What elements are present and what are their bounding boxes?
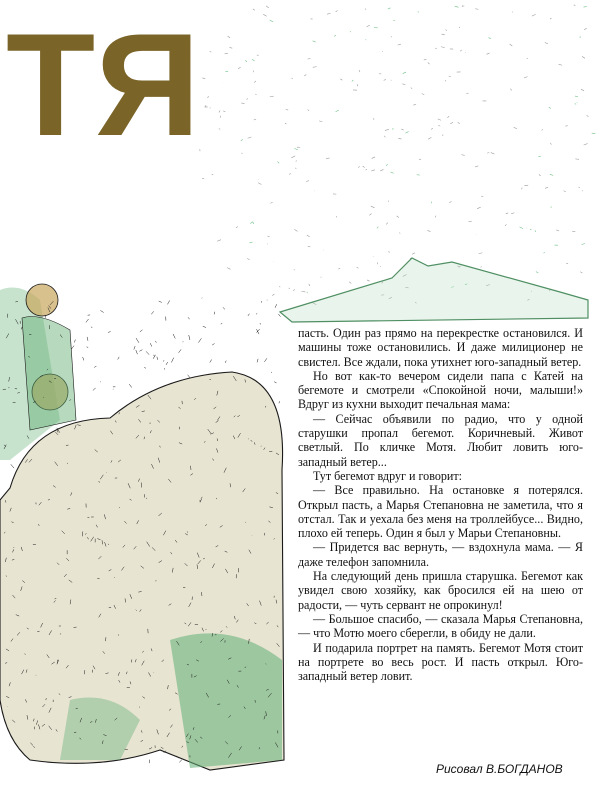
speck-mark	[545, 43, 548, 44]
speck-mark	[545, 187, 548, 188]
speck-mark	[201, 298, 202, 299]
speck-mark	[403, 72, 406, 73]
paragraph: — Придется вас вернуть, — вздохнула мама. — Я даже телефон запомнила.	[298, 540, 583, 569]
hatch-mark	[100, 310, 103, 312]
speck-mark	[212, 174, 214, 175]
speck-mark	[336, 110, 339, 112]
speck-mark	[313, 41, 316, 42]
speck-mark	[572, 231, 575, 232]
speck-mark	[336, 10, 338, 11]
hatch-mark	[256, 329, 258, 334]
speck-mark	[291, 156, 295, 158]
speck-mark	[549, 107, 551, 108]
speck-mark	[550, 174, 553, 175]
speck-mark	[582, 244, 585, 245]
hatch-mark	[139, 350, 142, 352]
speck-mark	[349, 282, 351, 284]
speck-mark	[229, 47, 232, 48]
speck-mark	[210, 108, 211, 109]
roof-sketch	[280, 258, 588, 322]
speck-mark	[377, 227, 378, 229]
speck-mark	[301, 291, 305, 292]
speck-mark	[386, 164, 387, 166]
hatch-mark	[203, 326, 206, 327]
hatch-mark	[212, 343, 214, 345]
hatch-mark	[87, 337, 88, 341]
speck-mark	[388, 8, 391, 9]
hatch-mark	[155, 341, 156, 343]
speck-mark	[514, 127, 517, 128]
speck-mark	[258, 183, 261, 185]
speck-mark	[384, 136, 385, 137]
hatch-mark	[93, 388, 96, 390]
speck-mark	[447, 116, 449, 118]
speck-mark	[293, 290, 295, 291]
speck-mark	[579, 187, 580, 188]
speck-mark	[304, 75, 306, 76]
speck-mark	[248, 137, 252, 138]
speck-mark	[441, 34, 444, 35]
hatch-mark	[188, 375, 190, 378]
speck-mark	[228, 36, 231, 38]
speck-mark	[384, 79, 386, 80]
speck-mark	[397, 216, 399, 218]
hatch-mark	[278, 314, 280, 317]
speck-mark	[210, 51, 212, 52]
speck-mark	[544, 252, 545, 253]
speck-mark	[481, 267, 482, 268]
paragraph: На следующий день пришла старушка. Бегемот как увидел свою хозяйку, как бросился ей на шею от радости, — чуть сервант не опрокинул!	[298, 569, 583, 612]
speck-mark	[266, 6, 269, 8]
speck-mark	[247, 98, 248, 100]
speck-mark	[286, 109, 288, 110]
speck-mark	[285, 123, 286, 124]
speck-mark	[536, 272, 538, 273]
speck-mark	[223, 111, 225, 112]
speck-mark	[391, 172, 394, 173]
speck-mark	[263, 14, 266, 16]
hatch-mark	[87, 347, 89, 348]
speck-mark	[532, 14, 536, 16]
speck-mark	[539, 174, 541, 175]
speck-mark	[411, 88, 412, 89]
hatch-mark	[166, 362, 168, 365]
speck-mark	[550, 143, 551, 145]
speck-mark	[202, 178, 204, 179]
hatch-mark	[221, 323, 222, 324]
speck-mark	[566, 263, 568, 264]
speck-mark	[371, 206, 375, 207]
hatch-mark	[179, 349, 182, 352]
speck-mark	[424, 59, 427, 60]
speck-mark	[254, 119, 256, 120]
hatch-mark	[159, 301, 162, 302]
speck-mark	[352, 80, 354, 82]
hatch-mark	[118, 357, 120, 360]
speck-mark	[449, 76, 451, 77]
speck-mark	[580, 272, 582, 273]
hatch-mark	[151, 311, 153, 314]
speck-mark	[466, 93, 468, 94]
speck-mark	[294, 229, 297, 231]
speck-mark	[327, 13, 331, 14]
speck-mark	[217, 240, 221, 242]
hatch-mark	[171, 358, 173, 363]
speck-mark	[245, 60, 246, 62]
speck-mark	[334, 35, 335, 36]
speck-mark	[253, 9, 255, 10]
speck-mark	[535, 230, 536, 232]
speck-mark	[505, 224, 507, 225]
hatch-mark	[11, 464, 14, 468]
speck-mark	[559, 64, 562, 65]
speck-mark	[406, 131, 409, 133]
speck-mark	[359, 70, 360, 72]
paragraph: пасть. Один раз прямо на перекрестке остановился. И машины тоже остановились. И даже милиционер не свистел. Все ждали, пока утихнет юго-западный ветер.	[298, 326, 583, 369]
speck-mark	[574, 5, 575, 6]
speck-mark	[294, 148, 297, 150]
hatch-mark	[146, 351, 149, 354]
hatch-mark	[275, 304, 277, 308]
hatch-mark	[257, 359, 258, 363]
paragraph: И подарила портрет на память. Бегемот Мотя стоит на портрете во весь рост. И пасть открыл. Юго-западный ветер ловит.	[298, 640, 583, 684]
speck-mark	[389, 251, 390, 253]
speck-mark	[422, 94, 424, 95]
hatch-mark	[279, 401, 280, 403]
speck-mark	[399, 233, 400, 234]
speck-mark	[475, 9, 478, 10]
speck-mark	[542, 129, 543, 130]
speck-mark	[413, 104, 416, 105]
speck-mark	[581, 89, 584, 90]
hatch-mark	[136, 350, 138, 354]
speck-mark	[366, 169, 367, 170]
hatch-mark	[167, 300, 169, 304]
speck-mark	[340, 79, 342, 80]
hatch-mark	[188, 317, 190, 319]
speck-mark	[551, 207, 552, 208]
speck-mark	[449, 201, 451, 202]
background-speckle	[200, 5, 596, 305]
speck-mark	[506, 213, 508, 214]
speck-mark	[475, 166, 478, 167]
speck-mark	[431, 128, 433, 129]
speck-mark	[319, 121, 322, 122]
speck-mark	[371, 170, 375, 171]
speck-mark	[385, 129, 389, 130]
speck-mark	[556, 230, 559, 231]
hatch-mark	[144, 367, 146, 368]
speck-mark	[510, 89, 511, 91]
speck-mark	[255, 94, 256, 95]
speck-mark	[363, 166, 365, 167]
hatch-mark	[136, 338, 139, 343]
speck-mark	[250, 222, 253, 224]
speck-mark	[292, 78, 293, 79]
hatch-mark	[83, 357, 84, 360]
speck-mark	[236, 227, 238, 228]
hatch-mark	[198, 338, 201, 342]
speck-mark	[428, 62, 430, 64]
speck-mark	[401, 129, 403, 130]
speck-mark	[441, 47, 445, 48]
hatch-mark	[173, 334, 175, 339]
hatch-mark	[157, 357, 158, 360]
speck-mark	[219, 111, 220, 113]
adult-figure-body	[22, 317, 76, 431]
speck-mark	[313, 67, 317, 68]
speck-mark	[469, 221, 472, 222]
speck-mark	[279, 286, 280, 287]
speck-mark	[427, 231, 430, 232]
speck-mark	[308, 109, 309, 110]
speck-mark	[357, 84, 358, 86]
speck-mark	[520, 227, 523, 229]
speck-mark	[446, 29, 447, 31]
speck-mark	[412, 253, 415, 254]
speck-mark	[369, 214, 371, 216]
speck-mark	[491, 153, 495, 155]
speck-mark	[428, 137, 431, 139]
speck-mark	[271, 202, 273, 203]
speck-mark	[435, 216, 436, 218]
hatch-mark	[264, 358, 266, 362]
speck-mark	[511, 213, 514, 214]
speck-mark	[308, 58, 311, 59]
speck-mark	[380, 169, 383, 171]
speck-mark	[583, 7, 586, 8]
speck-mark	[435, 48, 436, 49]
paragraph: — Сейчас объявили по радио, что у одной старушки пропал бегемот. Коричневый. Живот светлый. По кличке Мотя. Любит ловить юго-западный ветер...	[298, 411, 583, 469]
hatch-mark	[129, 384, 131, 388]
speck-mark	[524, 77, 528, 78]
speck-mark	[460, 50, 461, 51]
hatch-mark	[163, 360, 164, 361]
hatch-mark	[248, 314, 250, 316]
hatch-mark	[86, 319, 89, 322]
speck-mark	[550, 18, 551, 19]
hatch-mark	[214, 312, 215, 315]
hatch-mark	[256, 313, 257, 314]
speck-mark	[296, 160, 297, 161]
hatch-mark	[210, 359, 212, 362]
speck-mark	[338, 268, 340, 269]
speck-mark	[241, 139, 243, 141]
paragraph: Но вот как-то вечером сидели папа с Катей на бегемоте и смотрели «Спокойной ночи, малыши!» Вдруг из кухни выходит печальная мама:	[298, 368, 583, 412]
speck-mark	[290, 173, 291, 175]
speck-mark	[487, 53, 490, 54]
speck-mark	[438, 119, 441, 120]
speck-mark	[252, 59, 254, 61]
hatch-mark	[189, 335, 190, 340]
speck-mark	[487, 153, 489, 154]
speck-mark	[450, 122, 453, 124]
paragraph: — Все правильно. На остановке я потерялся. Открыл пасть, а Марья Степановна не заметила, что я отстал. Так и уехала без меня на троллейбусе... Видно, плохо ей теперь. Один я был у Марьи Степановны.	[298, 483, 583, 541]
hatch-mark	[140, 330, 143, 332]
speck-mark	[219, 129, 220, 130]
speck-mark	[584, 144, 588, 145]
speck-mark	[481, 196, 483, 197]
speck-mark	[358, 166, 359, 167]
page-title: ТЯ	[6, 3, 203, 166]
illustrator-credit: Рисовал В.БОГДАНОВ	[436, 762, 563, 776]
speck-mark	[461, 155, 464, 156]
speck-mark	[307, 235, 310, 237]
hatch-mark	[179, 760, 181, 763]
story-text	[298, 326, 583, 683]
speck-mark	[418, 12, 419, 13]
speck-mark	[587, 115, 589, 117]
speck-mark	[367, 25, 370, 27]
hatch-mark	[223, 307, 225, 309]
paragraph: Тут бегемот вдруг и говорит:	[313, 468, 463, 483]
speck-mark	[238, 67, 240, 68]
speck-mark	[479, 253, 483, 254]
speck-mark	[458, 122, 460, 123]
speck-mark	[564, 191, 566, 192]
hatch-mark	[71, 346, 74, 350]
speck-mark	[438, 126, 440, 127]
speck-mark	[372, 157, 375, 159]
speck-mark	[254, 81, 256, 83]
hatch-mark	[261, 301, 262, 303]
adult-figure-head	[26, 284, 58, 316]
speck-mark	[398, 138, 401, 139]
speck-mark	[477, 207, 481, 209]
hatch-mark	[94, 366, 96, 367]
speck-mark	[227, 268, 230, 270]
speck-mark	[366, 39, 367, 40]
speck-mark	[268, 236, 270, 237]
hatch-mark	[74, 340, 75, 343]
speck-mark	[584, 28, 587, 30]
speck-mark	[365, 8, 366, 9]
speck-mark	[367, 280, 370, 281]
speck-mark	[270, 20, 274, 22]
speck-mark	[455, 6, 459, 7]
speck-mark	[253, 222, 254, 224]
speck-mark	[489, 38, 491, 39]
speck-mark	[386, 223, 388, 225]
paragraph: — Большое спасибо, — сказала Марья Степановна, — что Мотю моего сберегли, в обиду не дали.	[298, 611, 583, 641]
hatch-mark	[108, 332, 111, 333]
speck-mark	[208, 96, 209, 98]
speck-mark	[419, 159, 421, 160]
speck-mark	[278, 161, 279, 163]
speck-mark	[582, 56, 585, 58]
speck-mark	[202, 78, 205, 79]
speck-mark	[247, 259, 249, 260]
hatch-mark	[274, 382, 276, 383]
speck-mark	[575, 96, 578, 97]
speck-mark	[357, 267, 359, 268]
speck-mark	[249, 242, 252, 243]
hatch-mark	[260, 323, 261, 324]
speck-mark	[402, 84, 405, 85]
hatch-mark	[225, 361, 226, 363]
hatch-mark	[91, 327, 92, 328]
hatch-mark	[150, 343, 152, 346]
speck-mark	[398, 44, 401, 45]
speck-mark	[309, 284, 310, 286]
speck-mark	[510, 44, 513, 46]
speck-mark	[306, 181, 309, 182]
speck-mark	[272, 294, 274, 296]
hatch-mark	[134, 346, 135, 350]
speck-mark	[242, 153, 243, 154]
